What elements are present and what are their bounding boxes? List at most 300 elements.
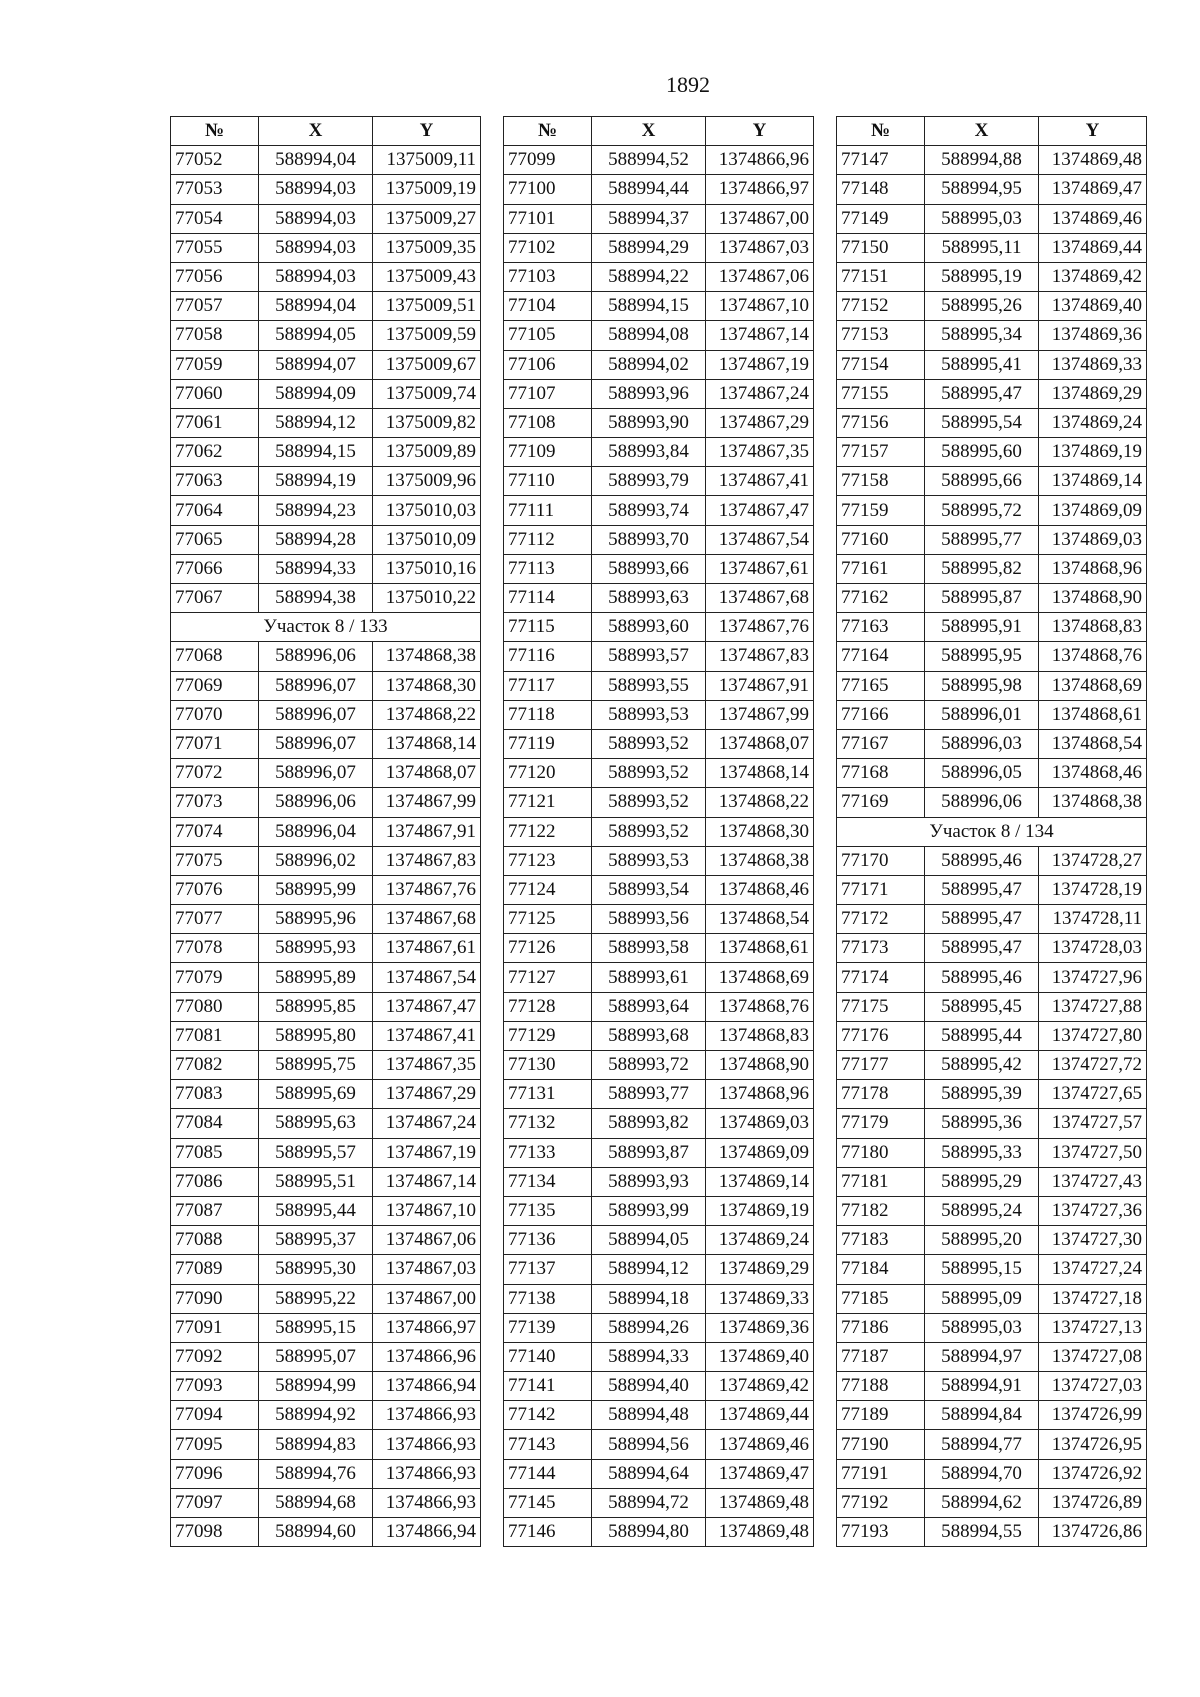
point-number: 77119 [504,729,592,758]
x-coordinate: 588995,47 [925,379,1039,408]
x-coordinate: 588994,38 [259,584,373,613]
y-coordinate: 1374726,92 [1039,1459,1147,1488]
x-coordinate: 588995,34 [925,321,1039,350]
header-x: X [259,117,373,146]
x-coordinate: 588995,03 [925,1313,1039,1342]
y-coordinate: 1374868,61 [706,934,814,963]
y-coordinate: 1374866,97 [706,175,814,204]
y-coordinate: 1374727,30 [1039,1226,1147,1255]
y-coordinate: 1374868,54 [1039,729,1147,758]
y-coordinate: 1374867,41 [373,1021,481,1050]
y-coordinate: 1374868,38 [706,846,814,875]
table-row [504,729,814,758]
section-title: Участок 8 / 134 [837,817,1147,846]
point-number: 77074 [171,817,259,846]
table-row [837,146,1147,175]
table-row [171,204,481,233]
point-number: 77113 [504,554,592,583]
x-coordinate: 588995,47 [925,934,1039,963]
x-coordinate: 588993,52 [592,729,706,758]
point-number: 77171 [837,875,925,904]
x-coordinate: 588994,44 [592,175,706,204]
table-row [837,1430,1147,1459]
point-number: 77070 [171,700,259,729]
point-number: 77188 [837,1372,925,1401]
y-coordinate: 1374867,00 [706,204,814,233]
point-number: 77174 [837,963,925,992]
x-coordinate: 588994,03 [259,204,373,233]
table-row [837,233,1147,262]
y-coordinate: 1374868,22 [706,788,814,817]
x-coordinate: 588995,26 [925,292,1039,321]
y-coordinate: 1374869,24 [1039,408,1147,437]
table-row [504,1430,814,1459]
x-coordinate: 588993,74 [592,496,706,525]
table-row [504,1051,814,1080]
x-coordinate: 588994,62 [925,1488,1039,1517]
table-row [837,525,1147,554]
x-coordinate: 588995,09 [925,1284,1039,1313]
y-coordinate: 1375009,96 [373,467,481,496]
y-coordinate: 1374867,10 [373,1196,481,1225]
y-coordinate: 1374867,76 [706,613,814,642]
y-coordinate: 1375010,22 [373,584,481,613]
y-coordinate: 1374869,29 [706,1255,814,1284]
x-coordinate: 588993,66 [592,554,706,583]
x-coordinate: 588994,33 [259,554,373,583]
table-row [837,1021,1147,1050]
table-row [504,525,814,554]
section-row [171,613,481,642]
x-coordinate: 588995,85 [259,992,373,1021]
y-coordinate: 1374867,68 [373,905,481,934]
table-row [837,1167,1147,1196]
point-number: 77169 [837,788,925,817]
point-number: 77072 [171,759,259,788]
table-row [837,846,1147,875]
point-number: 77138 [504,1284,592,1313]
x-coordinate: 588994,70 [925,1459,1039,1488]
point-number: 77110 [504,467,592,496]
table-row [171,1226,481,1255]
y-coordinate: 1374868,90 [706,1051,814,1080]
x-coordinate: 588993,54 [592,875,706,904]
table-row [171,175,481,204]
y-coordinate: 1374867,00 [373,1284,481,1313]
point-number: 77170 [837,846,925,875]
x-coordinate: 588994,04 [259,146,373,175]
table-row [504,379,814,408]
point-number: 77173 [837,934,925,963]
point-number: 77055 [171,233,259,262]
y-coordinate: 1374867,19 [706,350,814,379]
point-number: 77176 [837,1021,925,1050]
point-number: 77104 [504,292,592,321]
table-row [504,1196,814,1225]
y-coordinate: 1374869,19 [706,1196,814,1225]
coordinate-table-2 [503,116,814,1547]
x-coordinate: 588993,55 [592,671,706,700]
y-coordinate: 1374728,11 [1039,905,1147,934]
table-row [504,934,814,963]
point-number: 77161 [837,554,925,583]
table-row [504,963,814,992]
x-coordinate: 588995,15 [259,1313,373,1342]
x-coordinate: 588993,64 [592,992,706,1021]
point-number: 77102 [504,233,592,262]
point-number: 77068 [171,642,259,671]
y-coordinate: 1374727,88 [1039,992,1147,1021]
point-number: 77148 [837,175,925,204]
x-coordinate: 588995,60 [925,438,1039,467]
table-row [504,584,814,613]
point-number: 77193 [837,1518,925,1547]
point-number: 77109 [504,438,592,467]
y-coordinate: 1374866,96 [373,1342,481,1371]
table-row [837,1401,1147,1430]
table-row [171,350,481,379]
table-row [171,934,481,963]
coordinate-table-1 [170,116,481,1547]
y-coordinate: 1375009,43 [373,262,481,291]
x-coordinate: 588994,84 [925,1401,1039,1430]
table-row [504,1255,814,1284]
x-coordinate: 588996,01 [925,700,1039,729]
point-number: 77137 [504,1255,592,1284]
x-coordinate: 588995,54 [925,408,1039,437]
table-row [171,1488,481,1517]
x-coordinate: 588994,97 [925,1342,1039,1371]
point-number: 77075 [171,846,259,875]
table-row [837,759,1147,788]
table-row [837,1372,1147,1401]
table-row [171,846,481,875]
y-coordinate: 1374867,41 [706,467,814,496]
point-number: 77103 [504,262,592,291]
table-row [504,350,814,379]
table-row [171,1284,481,1313]
point-number: 77153 [837,321,925,350]
table-row [504,846,814,875]
table-row [504,905,814,934]
table-row [171,1255,481,1284]
y-coordinate: 1374868,61 [1039,700,1147,729]
y-coordinate: 1374869,42 [706,1372,814,1401]
table-row [837,1459,1147,1488]
x-coordinate: 588994,76 [259,1459,373,1488]
x-coordinate: 588995,42 [925,1051,1039,1080]
table-row [504,1138,814,1167]
x-coordinate: 588996,07 [259,671,373,700]
table-row [171,992,481,1021]
page-number: 1892 [666,72,710,97]
y-coordinate: 1374867,83 [706,642,814,671]
table-row [171,321,481,350]
y-coordinate: 1375009,51 [373,292,481,321]
x-coordinate: 588993,52 [592,817,706,846]
point-number: 77136 [504,1226,592,1255]
y-coordinate: 1374867,29 [373,1080,481,1109]
point-number: 77122 [504,817,592,846]
x-coordinate: 588994,12 [592,1255,706,1284]
x-coordinate: 588995,29 [925,1167,1039,1196]
point-number: 77086 [171,1167,259,1196]
table-row [171,759,481,788]
table-row [171,262,481,291]
x-coordinate: 588995,37 [259,1226,373,1255]
table-row [837,963,1147,992]
table-row [504,1401,814,1430]
y-coordinate: 1374867,35 [373,1051,481,1080]
point-number: 77067 [171,584,259,613]
y-coordinate: 1375009,19 [373,175,481,204]
y-coordinate: 1375009,82 [373,408,481,437]
x-coordinate: 588995,44 [259,1196,373,1225]
x-coordinate: 588995,51 [259,1167,373,1196]
y-coordinate: 1374867,47 [373,992,481,1021]
x-coordinate: 588995,99 [259,875,373,904]
table-row [837,1080,1147,1109]
point-number: 77121 [504,788,592,817]
y-coordinate: 1374868,96 [1039,554,1147,583]
table-row [504,1109,814,1138]
x-coordinate: 588994,04 [259,292,373,321]
table-row [171,1196,481,1225]
point-number: 77114 [504,584,592,613]
x-coordinate: 588994,95 [925,175,1039,204]
y-coordinate: 1374867,10 [706,292,814,321]
point-number: 77141 [504,1372,592,1401]
x-coordinate: 588995,63 [259,1109,373,1138]
table-row [171,875,481,904]
y-coordinate: 1374869,36 [706,1313,814,1342]
header-row [171,117,481,146]
x-coordinate: 588995,89 [259,963,373,992]
y-coordinate: 1374868,22 [373,700,481,729]
point-number: 77073 [171,788,259,817]
table-row [504,1342,814,1371]
point-number: 77062 [171,438,259,467]
table-row [171,1342,481,1371]
y-coordinate: 1374868,30 [373,671,481,700]
x-coordinate: 588995,98 [925,671,1039,700]
x-coordinate: 588995,95 [925,642,1039,671]
y-coordinate: 1374867,47 [706,496,814,525]
table-row [504,1459,814,1488]
point-number: 77147 [837,146,925,175]
x-coordinate: 588995,87 [925,584,1039,613]
x-coordinate: 588995,47 [925,905,1039,934]
table-row [504,467,814,496]
table-row [171,1430,481,1459]
point-number: 77101 [504,204,592,233]
table-row [504,1284,814,1313]
y-coordinate: 1374867,19 [373,1138,481,1167]
x-coordinate: 588994,26 [592,1313,706,1342]
point-number: 77134 [504,1167,592,1196]
x-coordinate: 588996,06 [925,788,1039,817]
y-coordinate: 1374869,33 [706,1284,814,1313]
y-coordinate: 1374868,69 [1039,671,1147,700]
x-coordinate: 588995,77 [925,525,1039,554]
x-coordinate: 588994,08 [592,321,706,350]
y-coordinate: 1375009,11 [373,146,481,175]
table-row [504,262,814,291]
point-number: 77191 [837,1459,925,1488]
y-coordinate: 1374869,40 [1039,292,1147,321]
table-row [837,1255,1147,1284]
table-row [504,204,814,233]
x-coordinate: 588993,79 [592,467,706,496]
point-number: 77108 [504,408,592,437]
header-y: Y [706,117,814,146]
y-coordinate: 1374867,91 [706,671,814,700]
x-coordinate: 588994,92 [259,1401,373,1430]
x-coordinate: 588995,66 [925,467,1039,496]
point-number: 77054 [171,204,259,233]
x-coordinate: 588994,88 [925,146,1039,175]
x-coordinate: 588995,72 [925,496,1039,525]
point-number: 77162 [837,584,925,613]
x-coordinate: 588994,33 [592,1342,706,1371]
table-row [837,934,1147,963]
point-number: 77184 [837,1255,925,1284]
table-row [171,788,481,817]
x-coordinate: 588994,83 [259,1430,373,1459]
table-row [837,175,1147,204]
x-coordinate: 588995,45 [925,992,1039,1021]
point-number: 77077 [171,905,259,934]
y-coordinate: 1374867,91 [373,817,481,846]
point-number: 77158 [837,467,925,496]
point-number: 77167 [837,729,925,758]
y-coordinate: 1374868,54 [706,905,814,934]
table-row [171,700,481,729]
point-number: 77177 [837,1051,925,1080]
point-number: 77146 [504,1518,592,1547]
table-row [171,905,481,934]
x-coordinate: 588996,07 [259,700,373,729]
y-coordinate: 1374868,90 [1039,584,1147,613]
table-row [837,788,1147,817]
table-row [837,379,1147,408]
table-row [504,1313,814,1342]
y-coordinate: 1374727,96 [1039,963,1147,992]
x-coordinate: 588993,77 [592,1080,706,1109]
y-coordinate: 1374868,38 [1039,788,1147,817]
point-number: 77120 [504,759,592,788]
x-coordinate: 588993,53 [592,700,706,729]
point-number: 77178 [837,1080,925,1109]
table-row [837,700,1147,729]
table-row [504,1021,814,1050]
x-coordinate: 588995,39 [925,1080,1039,1109]
x-coordinate: 588995,57 [259,1138,373,1167]
section-row [837,817,1147,846]
table-row [171,496,481,525]
table-row [171,671,481,700]
table-row [504,700,814,729]
y-coordinate: 1375010,09 [373,525,481,554]
y-coordinate: 1374869,03 [1039,525,1147,554]
x-coordinate: 588994,19 [259,467,373,496]
y-coordinate: 1374866,93 [373,1459,481,1488]
point-number: 77088 [171,1226,259,1255]
y-coordinate: 1374869,44 [1039,233,1147,262]
y-coordinate: 1374867,03 [706,233,814,262]
y-coordinate: 1374868,38 [373,642,481,671]
y-coordinate: 1374727,03 [1039,1372,1147,1401]
y-coordinate: 1374727,08 [1039,1342,1147,1371]
y-coordinate: 1375009,89 [373,438,481,467]
x-coordinate: 588994,03 [259,262,373,291]
point-number: 77098 [171,1518,259,1547]
table-row [837,496,1147,525]
point-number: 77159 [837,496,925,525]
point-number: 77099 [504,146,592,175]
header-y: Y [1039,117,1147,146]
y-coordinate: 1374869,47 [1039,175,1147,204]
x-coordinate: 588993,87 [592,1138,706,1167]
point-number: 77142 [504,1401,592,1430]
x-coordinate: 588995,80 [259,1021,373,1050]
table-row [504,438,814,467]
point-number: 77079 [171,963,259,992]
point-number: 77155 [837,379,925,408]
table-row [171,1080,481,1109]
y-coordinate: 1374868,14 [373,729,481,758]
x-coordinate: 588995,33 [925,1138,1039,1167]
header-row [504,117,814,146]
x-coordinate: 588994,37 [592,204,706,233]
x-coordinate: 588995,30 [259,1255,373,1284]
y-coordinate: 1374868,30 [706,817,814,846]
table-row [171,642,481,671]
point-number: 77082 [171,1051,259,1080]
point-number: 77164 [837,642,925,671]
y-coordinate: 1374868,46 [706,875,814,904]
point-number: 77105 [504,321,592,350]
x-coordinate: 588994,15 [259,438,373,467]
y-coordinate: 1374869,36 [1039,321,1147,350]
point-number: 77112 [504,525,592,554]
x-coordinate: 588993,93 [592,1167,706,1196]
x-coordinate: 588996,06 [259,642,373,671]
table-row [171,817,481,846]
x-coordinate: 588995,93 [259,934,373,963]
point-number: 77145 [504,1488,592,1517]
y-coordinate: 1374727,72 [1039,1051,1147,1080]
x-coordinate: 588994,68 [259,1488,373,1517]
point-number: 77100 [504,175,592,204]
point-number: 77089 [171,1255,259,1284]
coordinate-table-3 [836,116,1147,1547]
point-number: 77182 [837,1196,925,1225]
table-row [504,759,814,788]
point-number: 77163 [837,613,925,642]
point-number: 77106 [504,350,592,379]
point-number: 77058 [171,321,259,350]
point-number: 77125 [504,905,592,934]
point-number: 77129 [504,1021,592,1050]
x-coordinate: 588993,57 [592,642,706,671]
point-number: 77172 [837,905,925,934]
y-coordinate: 1374726,99 [1039,1401,1147,1430]
x-coordinate: 588994,15 [592,292,706,321]
y-coordinate: 1374869,47 [706,1459,814,1488]
point-number: 77189 [837,1401,925,1430]
point-number: 77157 [837,438,925,467]
